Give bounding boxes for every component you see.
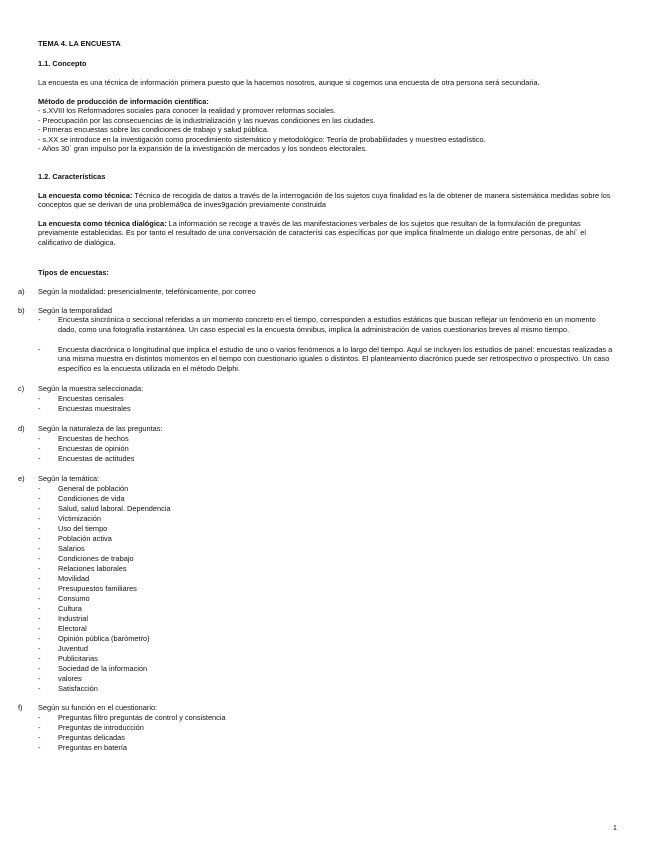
dash-bullet: - [38,604,41,613]
dash-bullet: - [38,394,41,403]
dash-bullet: - [38,315,41,324]
type-f: Según su función en el cuestionario: [38,703,158,712]
document-title: TEMA 4. LA ENCUESTA [38,39,121,48]
dash-bullet: - [38,504,41,513]
concept-paragraph: La encuesta es una técnica de información primera puesto que la hacemos nosotros, aunque si cogemos una encuesta de otra persona será secundaria. [38,78,540,87]
dash-bullet: - [38,644,41,653]
list-item: Salud, salud laboral. Dependencia [58,504,171,513]
list-item: Movilidad [58,574,90,583]
dash-bullet: - [38,514,41,523]
dash-bullet: - [38,684,41,693]
list-item: Presupuestos familiares [58,584,137,593]
dash-bullet: - [38,544,41,553]
list-item: Encuesta sincrónica o seccional referidas a un momento concreto en el tiempo, corresponden a estudios estáticos que buscan reflejar un fenómeno en un momento dado, como una fotografía instantánea. Un caso especial es la encuesta ómnibus, implica la administración de varios cuestionarios breves al mismo tiempo. [58,315,596,334]
type-a: Según la modalidad: presencialmente, telefónicamente, por correo [38,287,256,296]
dash-bullet: - [38,713,41,722]
dash-bullet: - [38,584,41,593]
list-item: Juventud [58,644,88,653]
section-heading-concepto: 1.1. Concepto [38,59,87,68]
dash-bullet: - [38,564,41,573]
dash-bullet: - [38,634,41,643]
dash-bullet: - [38,733,41,742]
types-heading: Tipos de encuestas: [38,268,109,277]
dash-bullet: - [38,594,41,603]
type-d: Según la naturaleza de las preguntas: [38,424,163,433]
list-item: Encuestas muestrales [58,404,131,413]
dash-bullet: - [38,614,41,623]
list-item: Victimización [58,514,101,523]
list-item: Preguntas en batería [58,743,128,752]
list-item: Encuestas de opinión [58,444,129,453]
dash-bullet: - [38,674,41,683]
dash-bullet: - [38,484,41,493]
dash-bullet: - [38,344,41,354]
dash-bullet: - [38,743,41,752]
list-item: valores [58,674,82,683]
dash-bullet: - [38,624,41,633]
method-heading: Método de producción de información científica: [38,97,209,106]
technique-text: Técnica de recogida de datos a través de la interrogación de los sujetos cuya finalidad es la de obtener de manera sistemática medidas sobre los conceptos que se derivan de una problemá9ca de inves9gación previamente construida [38,191,611,210]
method-item: - Primeras encuestas sobre las condiciones de trabajo y salud pública. [38,125,269,134]
list-item: Relaciones laborales [58,564,127,573]
list-marker: d) [18,424,25,433]
section-heading-caracteristicas: 1.2. Características [38,172,106,181]
dash-bullet: - [38,534,41,543]
type-b: Según la temporalidad [38,306,112,315]
list-item: Salarios [58,544,85,553]
list-item: Población activa [58,534,112,543]
method-item: - Años 30´ gran impulso por la expansión de la investigación de mercados y los sondeos electorales. [38,144,368,153]
dialogic-label: La encuesta como técnica dialógica: [38,219,167,228]
method-item: - Preocupación por las consecuencias de la industrialización y las nuevas condiciones en las ciudades. [38,115,376,125]
dash-bullet: - [38,524,41,533]
list-item: Condiciones de vida [58,494,125,503]
dash-bullet: - [38,434,41,443]
list-item: Electoral [58,624,87,633]
list-item: Encuestas de hechos [58,434,129,443]
list-marker: a) [18,287,25,296]
page-number: 1 [612,823,617,832]
list-marker: c) [18,384,25,393]
dash-bullet: - [38,444,41,453]
list-item: Preguntas de introducción [58,723,144,732]
list-item: Opinión pública (barómetro) [58,634,150,643]
dash-bullet: - [38,404,41,413]
list-item: Preguntas delicadas [58,733,125,742]
dash-bullet: - [38,654,41,663]
list-item: Encuestas censales [58,394,124,403]
dialogic-text: La información se recoge a través de las manifestaciones verbales de los sujetos que resultan de la formulación de preguntas previamente establecidas. Es por tanto el resultado de una conversación de caracterísi cas específicas por que implica finalmente un dialogo entre personas, de ahí´ el calificativo de dialógica. [38,219,587,247]
dash-bullet: - [38,554,41,563]
list-item: Satisfacción [58,684,98,693]
dash-bullet: - [38,574,41,583]
list-item: Consumo [58,594,90,603]
list-item: Condiciones de trabajo [58,554,134,563]
list-item: Encuesta diacrónica o longitudinal que implica el estudio de uno o varios fenómenos a lo largo del tiempo. Aquí se incluyen los estudios de panel: encuestas realizadas a una misma muestra en distintos momentos en el tiempo con cuestionario iguales o distintos. El planteamiento diacrónico puede ser retrospectivo o prospectivo. Un caso específico es la encuesta utilizada en el método Delphi. [58,344,613,374]
dash-bullet: - [38,664,41,673]
type-e: Según la temática: [38,474,100,483]
list-marker: e) [18,474,25,483]
technique-paragraph [38,191,616,210]
list-item: Industrial [58,614,88,623]
method-item: - s.XVIII los Reformadores sociales para conocer la realidad y promover reformas sociales. [38,106,336,115]
dash-bullet: - [38,494,41,503]
dash-bullet: - [38,454,41,463]
list-item: Sociedad de la información [58,664,148,673]
list-item: Encuestas de actitudes [58,454,135,463]
technique-label: La encuesta como técnica: [38,191,133,200]
list-marker: b) [18,306,25,315]
list-item: Cultura [58,604,82,613]
dialogic-paragraph [38,219,616,247]
list-marker: f) [18,703,23,712]
method-item: - s.XX se introduce en la investigación como procedimiento sistemático y metodológico: Teoría de probabilidades y muestreo estadístico. [38,134,486,144]
list-item: Preguntas filtro preguntas de control y consistencia [58,713,226,722]
dash-bullet: - [38,723,41,732]
type-c: Según la muestra seleccionada: [38,384,144,393]
list-item: Uso del tiempo [58,524,108,533]
list-item: Publicitarias [58,654,98,663]
list-item: General de población [58,484,129,493]
